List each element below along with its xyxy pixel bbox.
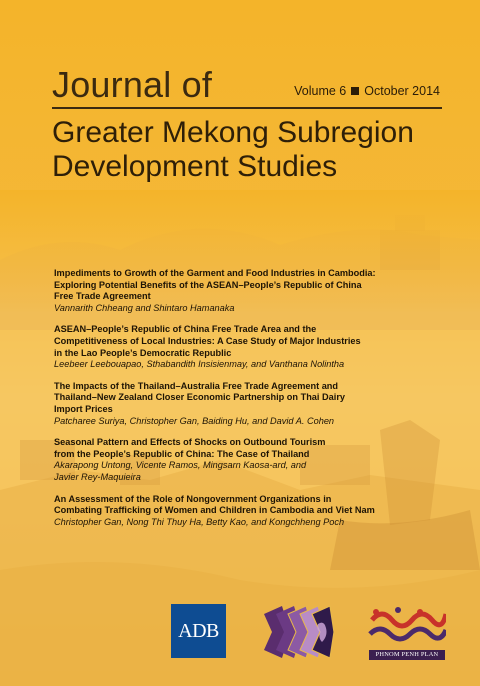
article-title-line: Import Prices [54,403,113,414]
article-list [54,268,384,538]
article-authors [54,303,384,315]
article-title-line: The Impacts of the Thailand–Australia Free Trade Agreement and [54,380,339,391]
article-authors [54,460,384,483]
article-title-line: Seasonal Pattern and Effects of Shocks on Outbound Tourism [54,437,326,448]
adb-logo [171,604,226,658]
article-item [54,324,384,370]
article-item [54,437,384,483]
gms-logo-icon [262,604,336,660]
article-item [54,381,384,427]
article-title [54,494,384,517]
journal-title [52,116,452,184]
article-title-line: ASEAN–People’s Republic of China Free Trade Area and the [54,324,317,335]
article-title [54,268,384,303]
article-authors-line: Patcharee Suriya, Christopher Gan, Baiding Hu, and David A. Cohen [54,415,335,426]
issue-info [294,84,440,98]
article-authors-line: Christopher Gan, Nong Thi Thuy Ha, Betty Kao, and Kongchheng Poch [54,516,345,527]
journal-title-line-2: Development Studies [52,150,338,183]
square-bullet-icon [351,87,359,95]
article-title-line: Competitiveness of Local Industries: A Case Study of Major Industries [54,335,361,346]
article-title-line: Impediments to Growth of the Garment and Food Industries in Cambodia: [54,268,376,278]
article-authors-line: Leebeer Leebouapao, Sthabandith Insisienmay, and Vanthana Nolintha [54,359,345,370]
article-title-line: An Assessment of the Role of Nongovernment Organizations in [54,493,332,504]
journal-of-heading: Journal of [52,64,213,105]
article-authors-line: Vannarith Chheang and Shintaro Hamanaka [54,302,235,313]
volume-label: Volume 6 [294,84,347,98]
article-authors [54,416,384,428]
article-title [54,324,384,359]
phnom-penh-plan-label: PHNOM PENH PLAN [369,650,445,660]
article-title [54,381,384,416]
journal-title-line-1: Greater Mekong Subregion [52,116,414,149]
article-authors-line: Javier Rey-Maquieira [54,471,141,482]
article-authors [54,517,384,529]
article-title [54,437,384,460]
masthead-rule [52,107,442,109]
article-title-line: Free Trade Agreement [54,291,151,302]
article-title-line: from the People’s Republic of China: The Case of Thailand [54,448,310,459]
article-item [54,268,384,314]
article-authors [54,359,384,371]
article-title-line: in the Lao People’s Democratic Republic [54,347,232,358]
article-title-line: Exploring Potential Benefits of the ASEAN–People’s Republic of China [54,279,362,290]
article-title-line: Thailand–New Zealand Closer Economic Partnership on Thai Dairy [54,392,346,403]
article-title-line: Combating Trafficking of Women and Children in Cambodia and Viet Nam [54,505,375,516]
article-item [54,494,384,529]
adb-logo-text: ADB [178,619,219,642]
issue-date: October 2014 [364,84,440,98]
article-authors-line: Akarapong Untong, Vicente Ramos, Mingsarn Kaosa-ard, and [54,460,307,471]
